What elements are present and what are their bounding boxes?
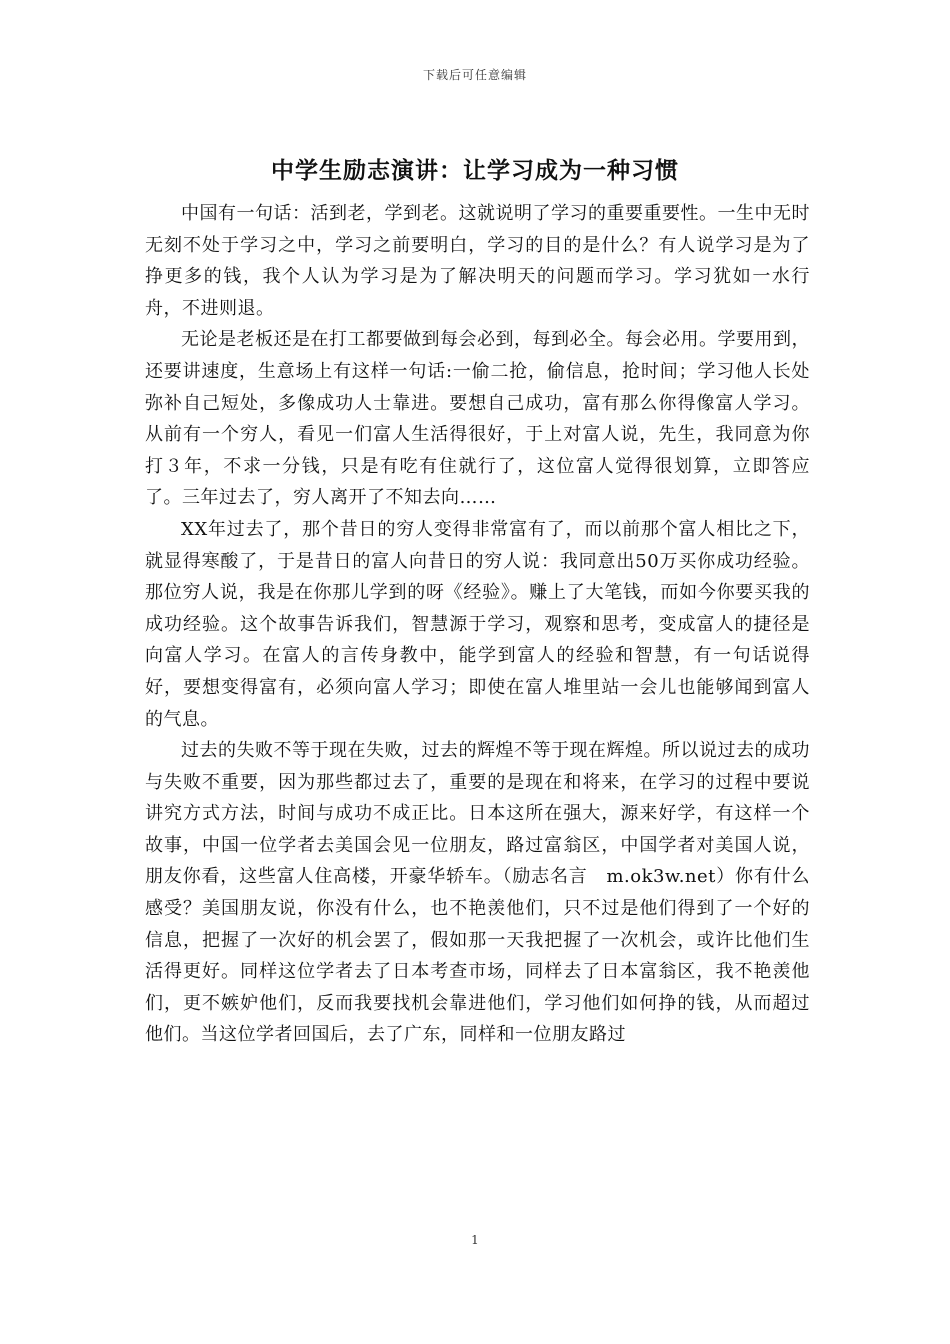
document-title: 中学生励志演讲：让学习成为一种习惯 bbox=[271, 158, 679, 184]
paragraph-1: 中国有一句话：活到老，学到老。这就说明了学习的重要重要性。一生中无时无刻不处于学习之中，学习之前要明白，学习的目的是什么？有人说学习是为了挣更多的钱，我个人认为学习是为了解决明天的问题而学习。学习犹如一水行舟，不进则退。 bbox=[145, 203, 810, 319]
document-body bbox=[145, 198, 810, 1051]
paragraph-4: 过去的失败不等于现在失败，过去的辉煌不等于现在辉煌。所以说过去的成功与失败不重要，因为那些都过去了，重要的是现在和将来，在学习的过程中要说讲究方式方法，时间与成功不成正比。日本这所在强大，源来好学，有这样一个故事，中国一位学者去美国会见一位朋友，路过富翁区，中国学者对美国人说，朋友你看，这些富人住高楼，开豪华轿车。（励志名言 m.ok3w.net）你有什么感受？美国朋友说，你没有什么，也不艳羡他们，只不过是他们得到了一个好的信息，把握了一次好的机会罢了，假如那一天我把握了一次机会，或许比他们生活得更好。同样这位学者去了日本考查市场，同样去了日本富翁区，我不艳羡他们，更不嫉妒他们，反而我要找机会靠进他们，学习他们如何挣的钱，从而超过他们。当这位学者回国后，去了广东，同样和一位朋友路过 bbox=[145, 740, 810, 1046]
paragraph-2: 无论是老板还是在打工都要做到每会必到，每到必全。每会必用。学要用到，还要讲速度，生意场上有这样一句话:一偷二抢，偷信息，抢时间；学习他人长处弥补自己短处，多像成功人士靠进。要想自己成功，富有那么你得像富人学习。从前有一个穷人，看见一们富人生活得很好，于上对富人说，先生，我同意为你打３年，不求一分钱，只是有吃有住就行了，这位富人觉得很划算，立即答应了。三年过去了，穷人离开了不知去向…… bbox=[145, 329, 810, 509]
download-edit-note: 下载后可任意编辑 bbox=[422, 68, 527, 82]
paragraph-3: XX年过去了，那个昔日的穷人变得非常富有了，而以前那个富人相比之下，就显得寒酸了，于是昔日的富人向昔日的穷人说：我同意出50万买你成功经验。那位穷人说，我是在你那儿学到的呀《经验》。赚上了大笔钱，而如今你要买我的成功经验。这个故事告诉我们，智慧源于学习，观察和思考，变成富人的捷径是向富人学习。在富人的言传身教中，能学到富人的经验和智慧，有一句话说得好，要想变得富有，必须向富人学习；即使在富人堆里站一会儿也能够闻到富人的气息。 bbox=[145, 518, 810, 730]
page-number: 1 bbox=[471, 1233, 479, 1247]
